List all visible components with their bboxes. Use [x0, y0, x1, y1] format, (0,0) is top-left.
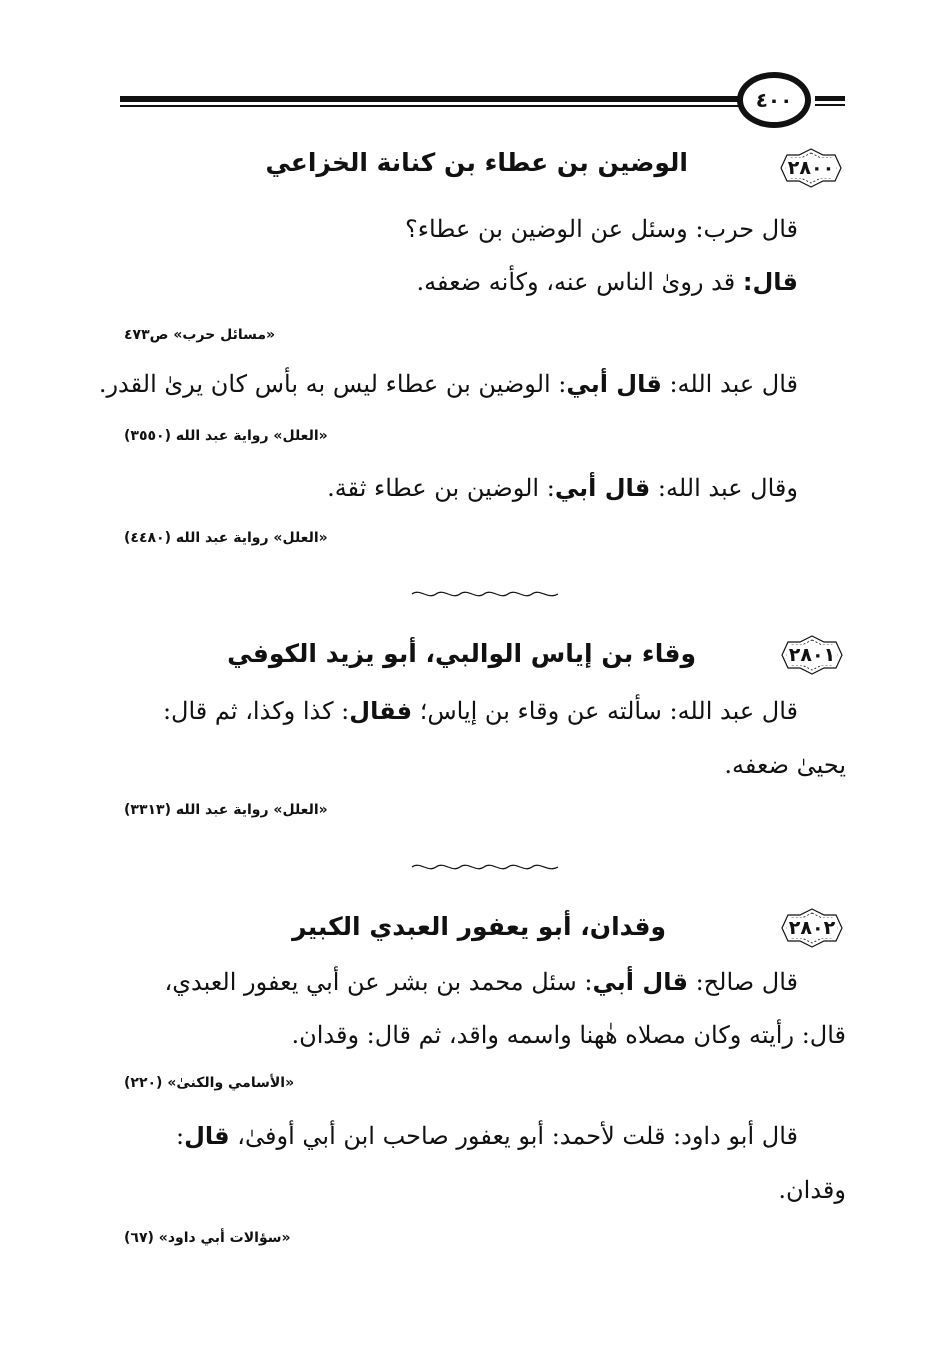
source-citation: «العلل» رواية عبد الله (٣٥٥٠) — [124, 428, 328, 444]
page-number-badge — [737, 72, 811, 128]
text-span: قال أبو داود: قلت لأحمد: أبو يعفور صاحب ابن أبي أوفىٰ، — [229, 1122, 798, 1150]
entry-title: الوضين بن عطاء بن كنانة الخزاعي — [265, 148, 688, 177]
header-rule-right-thin — [815, 104, 845, 106]
entry-number: ٢٨٠٠ — [787, 157, 835, 179]
header-rule-thin — [120, 105, 760, 107]
text-line: وقدان. — [778, 1176, 846, 1204]
entry-title: وقاء بن إياس الوالبي، أبو يزيد الكوفي — [227, 639, 696, 668]
entry-number-badge — [780, 907, 844, 949]
text-span: وقال عبد الله: — [650, 474, 798, 502]
text-span: قد روىٰ الناس عنه، وكأنه ضعفه. — [416, 268, 743, 296]
source-citation: «الأسامي والكنىٰ» (٢٢٠) — [124, 1075, 295, 1091]
text-line — [99, 370, 798, 398]
entry-title: وقدان، أبو يعفور العبدي الكبير — [292, 912, 666, 941]
ornamental-divider-icon — [410, 588, 560, 600]
bold-phrase: قال أبي — [554, 474, 651, 502]
header-rule-right-thick — [815, 96, 845, 101]
source-citation: «العلل» رواية عبد الله (٤٤٨٠) — [124, 530, 328, 546]
text-span: : الوضين بن عطاء ثقة. — [327, 474, 555, 502]
text-line — [417, 268, 798, 296]
bold-phrase: فقال — [349, 697, 413, 725]
text-line: يحيىٰ ضعفه. — [724, 751, 846, 779]
entry-number: ٢٨٠١ — [788, 644, 836, 666]
bold-phrase: قال أبي — [592, 968, 688, 996]
bold-phrase: قال: — [742, 268, 798, 296]
text-span: قال عبد الله: سألته عن وقاء بن إياس؛ — [412, 697, 798, 725]
text-line: قال: رأيته وكان مصلاه هٰهنا واسمه واقد، ثم قال: وقدان. — [291, 1021, 846, 1049]
source-citation: «مسائل حرب» ص٤٧٣ — [124, 327, 276, 343]
text-line — [176, 1122, 798, 1150]
header-rule-thick — [120, 96, 760, 102]
text-line: قال حرب: وسئل عن الوضين بن عطاء؟ — [404, 215, 798, 243]
source-citation: «سؤالات أبي داود» (٦٧) — [124, 1230, 291, 1246]
text-span: قال عبد الله: — [661, 370, 798, 398]
text-line — [163, 697, 798, 725]
text-span: : — [175, 1122, 185, 1150]
entry-number-badge — [779, 147, 843, 189]
source-citation: «العلل» رواية عبد الله (٣٣١٣) — [124, 802, 328, 818]
text-span: : سئل محمد بن بشر عن أبي يعفور العبدي، — [164, 968, 593, 996]
text-line — [164, 968, 798, 996]
entry-number: ٢٨٠٢ — [788, 917, 836, 939]
bold-phrase: قال — [184, 1122, 230, 1150]
bold-phrase: قال أبي — [566, 370, 662, 398]
text-span: : كذا وكذا، ثم قال: — [162, 697, 350, 725]
page-number: ٤٠٠ — [755, 88, 793, 112]
ornamental-divider-icon — [410, 861, 560, 873]
text-line — [327, 474, 798, 502]
entry-number-badge — [780, 634, 844, 676]
text-span: قال صالح: — [687, 968, 798, 996]
text-span: : الوضين بن عطاء ليس به بأس كان يرىٰ القدر. — [98, 370, 567, 398]
